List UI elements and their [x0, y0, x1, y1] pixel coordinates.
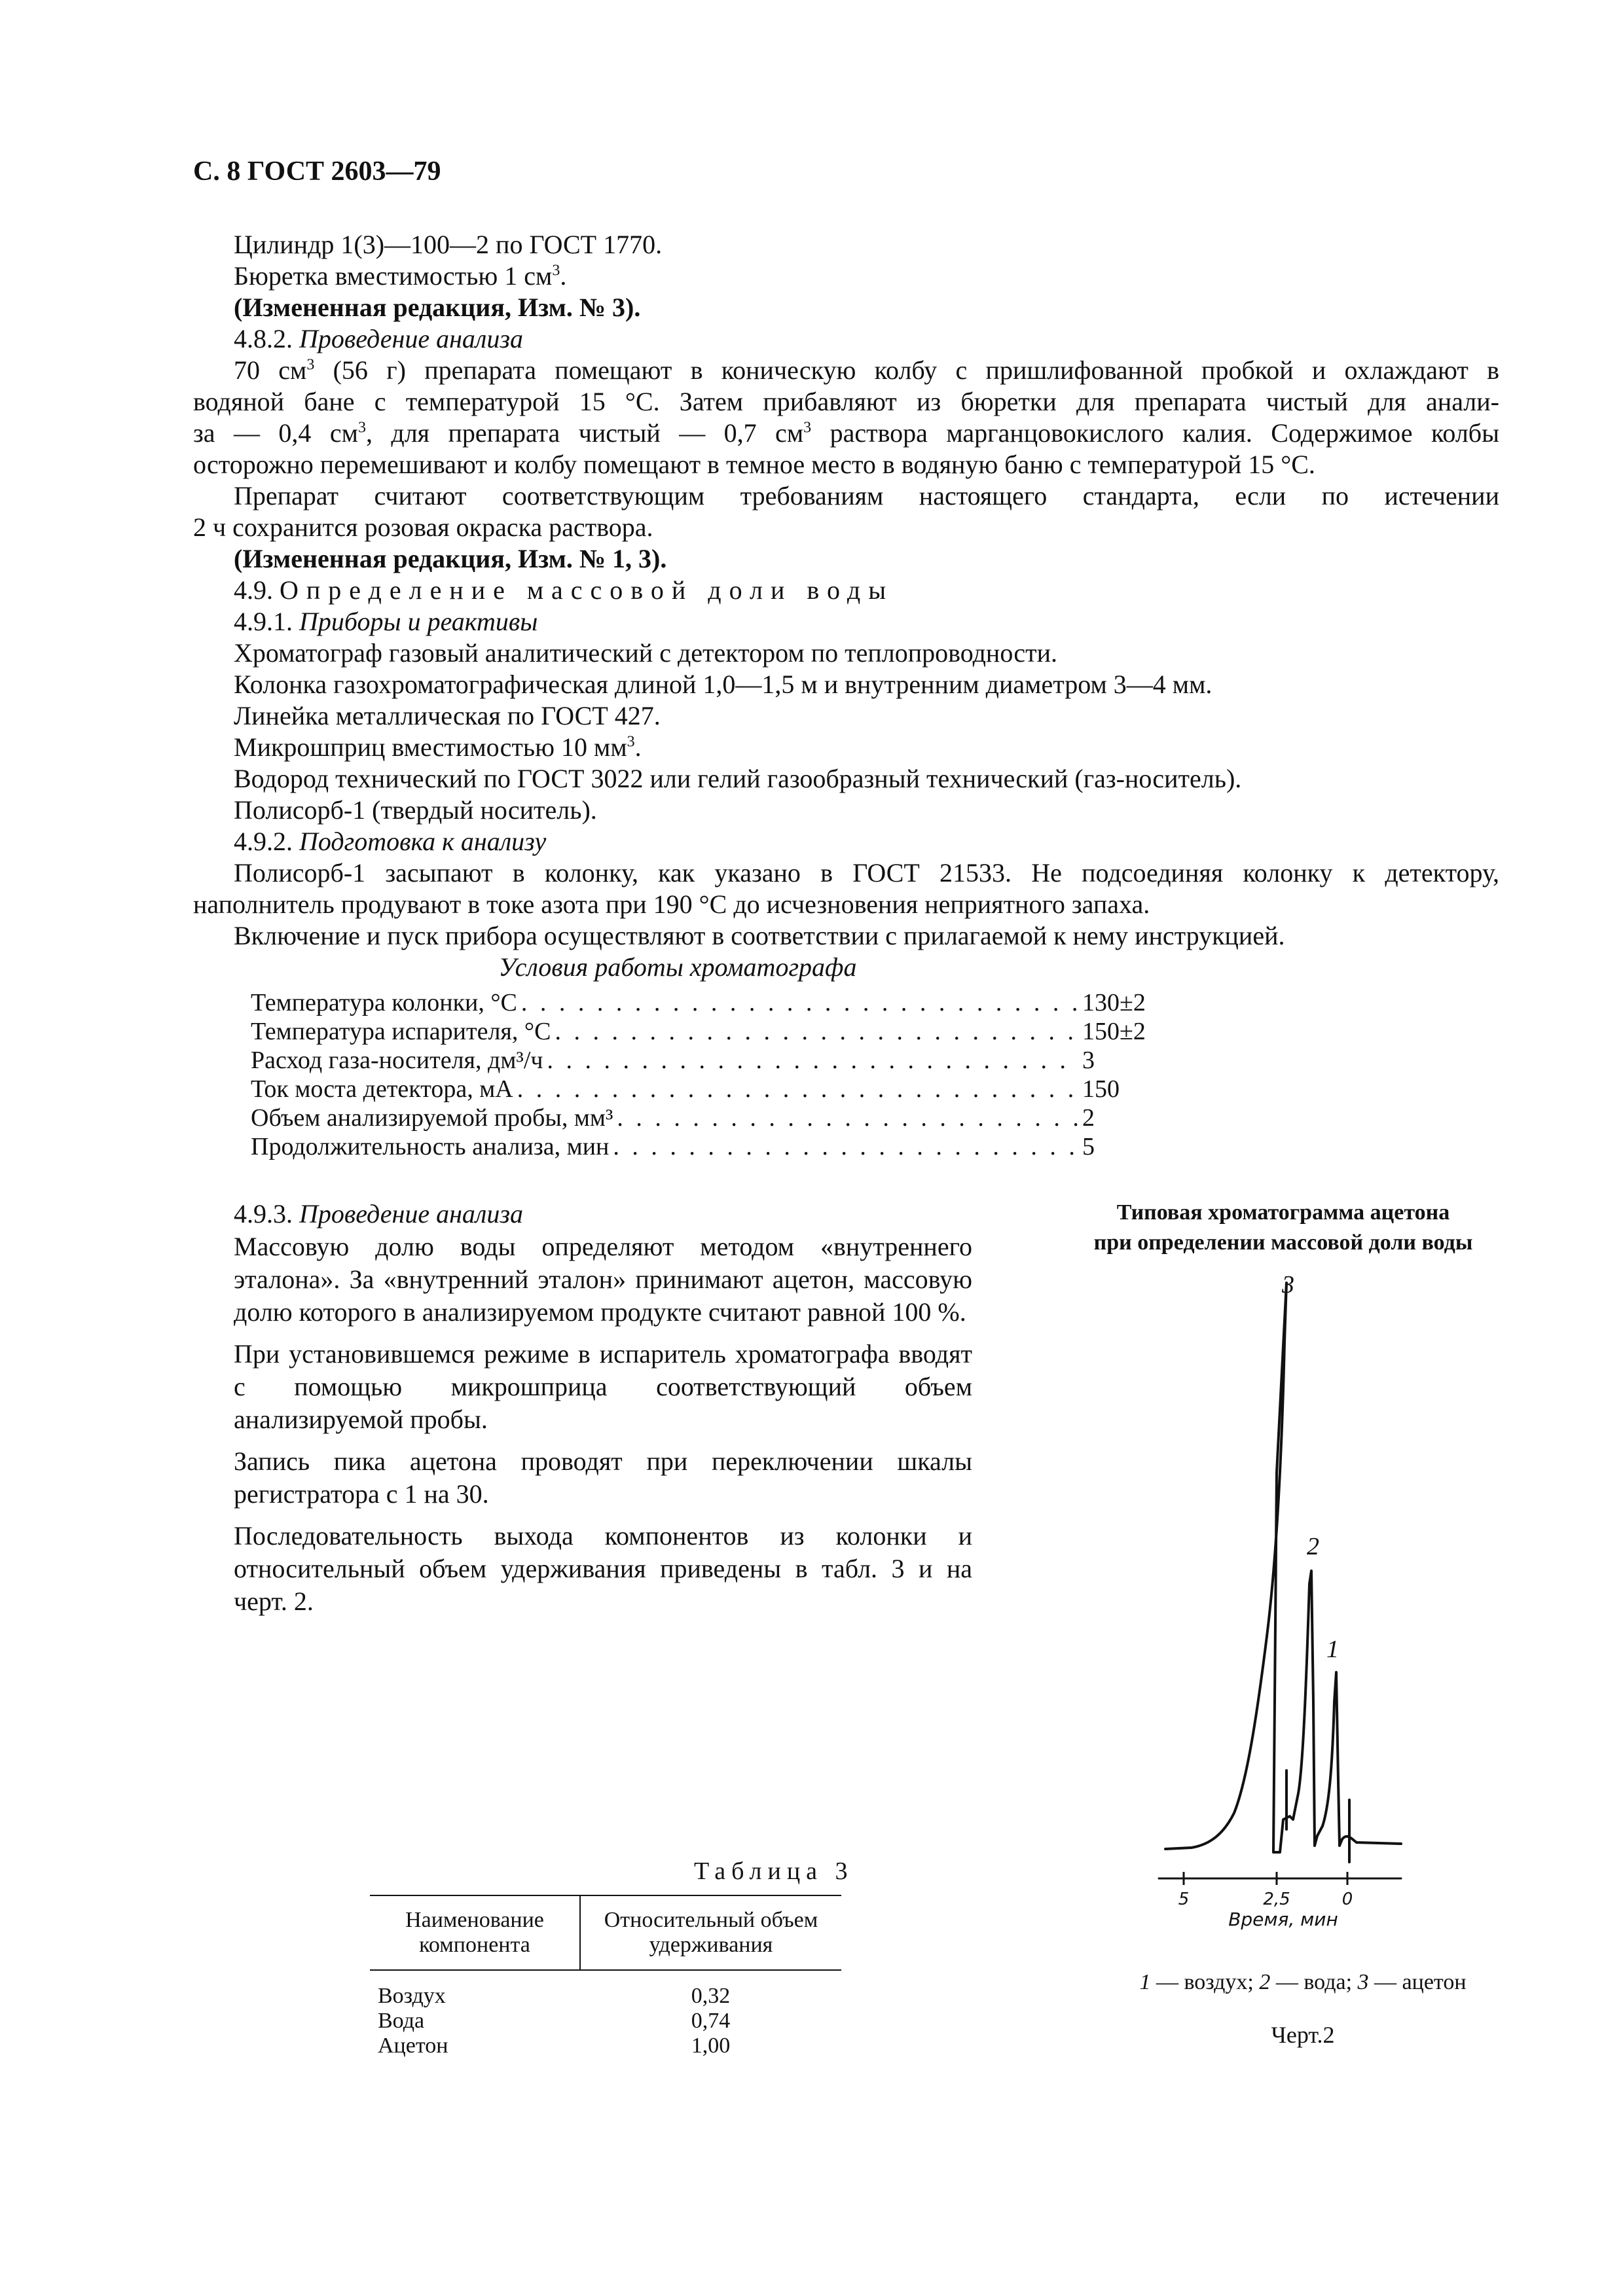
leader-dots: [555, 1017, 1078, 1046]
condition-value: 150±2: [1082, 1018, 1146, 1045]
legend-text: — воздух;: [1150, 1970, 1260, 1994]
condition-value: 2: [1082, 1104, 1095, 1132]
condition-row: [251, 988, 1167, 1017]
text-line: 2 ч сохранится розовая окраска раствора.: [193, 512, 653, 542]
text-line: Водород технический по ГОСТ 3022 или гелий газообразный технический (газ-носитель).: [234, 764, 1242, 793]
paragraph: Последовательность выхода компонентов из колонки и относительный объем удерживания приведены в табл. 3 и на черт. 2.: [234, 1521, 972, 1616]
table-3: [370, 1895, 841, 2058]
text-line: Колонка газохроматографическая длиной 1,0—1,5 м и внутренним диаметром 3—4 мм.: [234, 670, 1213, 699]
condition-label: Расход газа-носителя, дм³/ч: [251, 1047, 543, 1074]
table-row: [370, 2034, 841, 2058]
condition-label: Продолжительность анализа, мин: [251, 1133, 610, 1160]
text-line: Бюретка вместимостью 1 $см^3$.: [234, 261, 567, 291]
condition-value: 130±2: [1082, 989, 1146, 1016]
conditions-list: [251, 988, 1167, 1161]
conditions-title: Условия работы хроматографа: [498, 952, 857, 982]
legend-num: 1: [1139, 1970, 1151, 1994]
paragraph: При установившемся режиме в испаритель хроматографа вводят с помощью микрошприца соответствующий объем анализируемой пробы.: [234, 1339, 972, 1434]
table-row: [370, 2009, 841, 2034]
condition-label: Температура испарителя, °С: [251, 1018, 551, 1045]
figure-title: [1028, 1198, 1539, 1258]
text-line: Линейка металлическая по ГОСТ 427.: [234, 701, 661, 730]
x-axis-label: Время, мин: [1228, 1909, 1338, 1930]
condition-value: 5: [1082, 1133, 1095, 1160]
legend-text: — вода;: [1270, 1970, 1358, 1994]
table-row: [370, 1970, 841, 2009]
peak-label-water: 2: [1307, 1533, 1319, 1560]
x-axis-tick-label: 2,5: [1263, 1890, 1290, 1909]
figure-title-line: при определении массовой доли воды: [1093, 1230, 1473, 1255]
text-line: осторожно перемешивают и колбу помещают в темное место в водяную баню с температурой 15 °С.: [193, 450, 1315, 479]
table-caption: Таблица 3: [694, 1857, 854, 1885]
table-cell: 0,74: [691, 2009, 731, 2033]
leader-dots: [547, 1046, 1078, 1075]
revision-note: (Измененная редакция, Изм. № 1, 3).: [234, 544, 667, 573]
section-493: [193, 1198, 972, 1627]
text-line: Включение и пуск прибора осуществляют в соответствии с прилагаемой к нему инструкцией.: [234, 921, 1285, 950]
figure-legend: [1074, 1967, 1532, 1998]
paragraph: Запись пика ацетона проводят при переключении шкалы регистратора с 1 на 30.: [234, 1446, 972, 1509]
section-heading-49: 4.9. Определение массовой доли воды: [234, 575, 894, 605]
condition-row: [251, 1075, 1167, 1103]
condition-label: Объем анализируемой пробы, мм³: [251, 1104, 613, 1132]
legend-num: 3: [1357, 1970, 1369, 1994]
peak-label-air: 1: [1326, 1636, 1339, 1663]
table-cell: Воздух: [378, 1984, 446, 2008]
leader-dots: [517, 1075, 1078, 1103]
section-heading-492: 4.9.2. Подготовка к анализу: [234, 827, 547, 856]
x-axis-ticks: [1184, 1872, 1347, 1885]
condition-value: 3: [1082, 1047, 1095, 1074]
text-line: наполнитель продувают в токе азота при 190 °С до исчезновения неприятного запаха.: [193, 889, 1150, 919]
peak-label-acetone: 3: [1282, 1271, 1294, 1299]
x-axis-tick-label: 0: [1341, 1890, 1353, 1909]
condition-row: [251, 1017, 1167, 1046]
main-text: [193, 229, 1499, 1161]
figure-number: Черт.2: [1271, 2022, 1335, 2048]
text-line: Хроматограф газовый аналитический с детектором по теплопроводности.: [234, 638, 1057, 668]
table-cell: 1,00: [691, 2034, 731, 2058]
condition-row: [251, 1132, 1167, 1161]
section-heading-482: 4.8.2. Проведение анализа: [234, 324, 523, 353]
text-line: водяной бане с температурой 15 °С. Затем прибавляют из бюретки для препарата чистый для анали-: [193, 387, 1499, 416]
text-line: Препарат считают соответствующим требованиям настоящего стандарта, если по истечении: [234, 481, 1499, 511]
leader-dots: [617, 1103, 1078, 1132]
legend-text: — ацетон: [1368, 1970, 1467, 1994]
text-line: за — 0,4 $см^3$, для препарата чистый — 0,7 $см^3$ раствора марганцовокислого калия. Содержимое колбы: [193, 418, 1500, 448]
condition-value: 150: [1082, 1075, 1120, 1103]
x-axis-tick-label: 5: [1178, 1890, 1190, 1909]
page-header: С. 8 ГОСТ 2603—79: [193, 156, 441, 187]
condition-label: Температура колонки, °С: [251, 989, 517, 1016]
leader-dots: [521, 988, 1078, 1017]
condition-row: [251, 1103, 1167, 1132]
condition-row: [251, 1046, 1167, 1075]
paragraph: Массовую долю воды определяют методом «внутреннего эталона». За «внутренний эталон» принимают ацетон, массовую долю которого в анализируемом продукте считают равной 100 %.: [234, 1232, 972, 1327]
leader-dots: [613, 1132, 1078, 1161]
table-header-name: Наименование компонента: [370, 1895, 580, 1970]
text-line: Полисорб-1 (твердый носитель).: [234, 795, 597, 825]
text-line: 70 $см^3$ (56 г) препарата помещают в коническую колбу с пришлифованной пробкой и охлаждают в: [234, 355, 1499, 385]
legend-num: 2: [1259, 1970, 1271, 1994]
section-heading-491: 4.9.1. Приборы и реактивы: [234, 607, 538, 636]
text-line: Микрошприц вместимостью 10 $мм^3$.: [234, 732, 642, 762]
table-header-value: Относительный объем удерживания: [580, 1895, 841, 1970]
text-line: Цилиндр 1(3)—100—2 по ГОСТ 1770.: [234, 230, 663, 259]
table-cell: 0,32: [691, 1984, 731, 2008]
table-cell: Вода: [378, 2009, 425, 2033]
revision-note: (Измененная редакция, Изм. № 3).: [234, 293, 641, 322]
condition-label: Ток моста детектора, мА: [251, 1075, 513, 1103]
chromatogram-trace: [1165, 1283, 1401, 1852]
figure-title-line: Типовая хроматограмма ацетона: [1116, 1200, 1450, 1225]
table-cell: Ацетон: [378, 2034, 448, 2058]
section-heading-493: 4.9.3. Проведение анализа: [234, 1199, 523, 1229]
text-line: Полисорб-1 засыпают в колонку, как указано в ГОСТ 21533. Не подсоединяя колонку к детектору,: [234, 858, 1499, 888]
